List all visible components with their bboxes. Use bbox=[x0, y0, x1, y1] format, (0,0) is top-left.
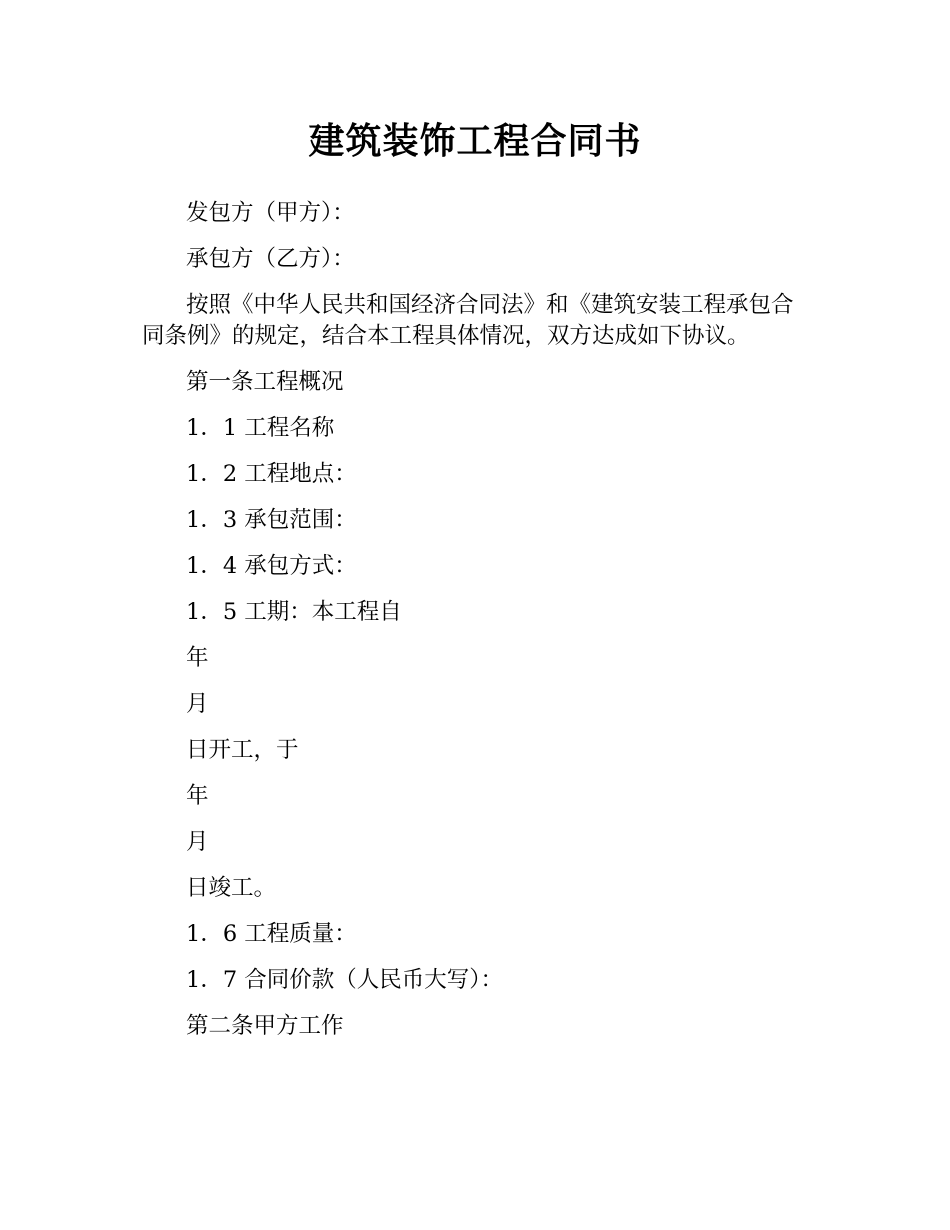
paragraph-employer: 发包方（甲方）： bbox=[186, 200, 355, 226]
clause-1-5-start-day: 日开工，于 bbox=[186, 737, 299, 763]
clause-1-5-end-year: 年 bbox=[186, 783, 209, 809]
clause-1-5-start-month: 月 bbox=[186, 691, 209, 717]
clause-1-5-start-year: 年 bbox=[186, 645, 209, 671]
paragraph-contractor: 承包方（乙方）： bbox=[186, 246, 355, 272]
section-heading-article-2: 第二条甲方工作 bbox=[186, 1013, 344, 1039]
clause-1-5-end-day: 日竣工。 bbox=[186, 875, 277, 901]
clause-1-2: 1．2 工程地点： bbox=[186, 461, 357, 487]
section-heading-article-1: 第一条工程概况 bbox=[186, 369, 344, 395]
clause-1-3: 1．3 承包范围： bbox=[186, 507, 357, 533]
clause-1-7: 1．7 合同价款（人民币大写）： bbox=[186, 967, 504, 993]
clause-1-1: 1．1 工程名称 bbox=[186, 415, 335, 441]
clause-1-5: 1．5 工期：本工程自 bbox=[186, 599, 402, 625]
clause-1-5-end-month: 月 bbox=[186, 829, 209, 855]
document-title: 建筑装饰工程合同书 bbox=[308, 121, 642, 162]
clause-1-4: 1．4 承包方式： bbox=[186, 553, 357, 579]
clause-1-6: 1．6 工程质量： bbox=[186, 921, 357, 947]
paragraph-preamble: 按照《中华人民共和国经济合同法》和《建筑安装工程承包合同条例》的规定，结合本工程具体情况，双方达成如下协议。 bbox=[142, 292, 794, 349]
document-body bbox=[142, 198, 812, 1057]
